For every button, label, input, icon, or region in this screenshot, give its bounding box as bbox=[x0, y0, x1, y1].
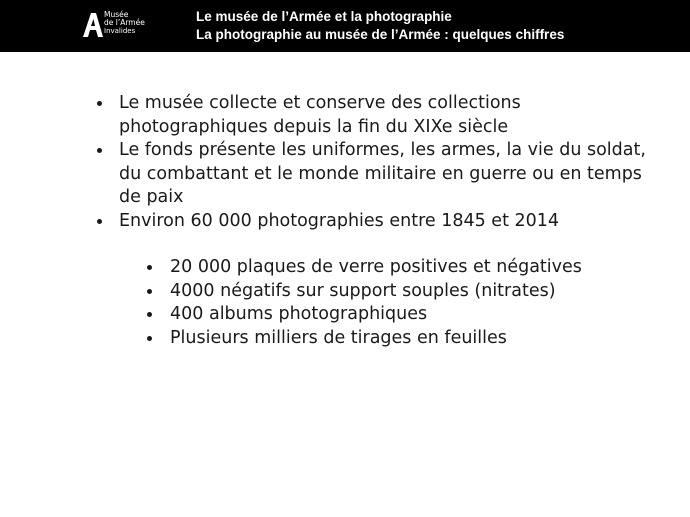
sub-bullet-list bbox=[146, 256, 646, 350]
bullet-dot-icon bbox=[97, 101, 102, 106]
slide-title-line-1: Le musée de l’Armée et la photographie bbox=[196, 9, 452, 24]
logo-a-icon bbox=[82, 12, 104, 38]
bullet-item bbox=[96, 210, 656, 234]
bullet-dot-icon bbox=[97, 219, 102, 224]
bullet-text: Le fonds présente les uniformes, les armes, la vie du soldat, du combattant et le monde militaire en guerre ou en temps de paix bbox=[119, 140, 646, 207]
logo-line-1: Musée bbox=[104, 10, 129, 19]
bullet-text: Environ 60 000 photographies entre 1845 et 2014 bbox=[119, 210, 560, 231]
bullet-item bbox=[96, 92, 656, 139]
logo-text bbox=[104, 11, 145, 35]
bullet-dot-icon bbox=[97, 148, 102, 153]
bullet-dot-icon bbox=[147, 265, 152, 270]
bullet-dot-icon bbox=[147, 312, 152, 317]
sub-bullet-item bbox=[146, 256, 646, 280]
sub-bullet-item bbox=[146, 327, 646, 351]
logo-line-2: de l’Armée bbox=[104, 18, 145, 27]
sub-bullet-item bbox=[146, 280, 646, 304]
bullet-item bbox=[96, 139, 656, 210]
main-bullet-list bbox=[96, 92, 656, 233]
bullet-dot-icon bbox=[147, 336, 152, 341]
sub-bullet-text: 20 000 plaques de verre positives et négatives bbox=[170, 257, 582, 277]
sub-bullet-text: 400 albums photographiques bbox=[170, 304, 428, 324]
musee-armee-logo bbox=[82, 11, 177, 41]
sub-bullet-item bbox=[146, 303, 646, 327]
sub-bullet-text: Plusieurs milliers de tirages en feuilles bbox=[170, 327, 507, 348]
slide-title-line-2: La photographie au musée de l’Armée : quelques chiffres bbox=[196, 27, 565, 42]
bullet-text: Le musée collecte et conserve des collections photographiques depuis la fin du XIXe siècle bbox=[119, 93, 521, 137]
logo-line-3: Invalides bbox=[104, 27, 136, 35]
sub-bullet-text: 4000 négatifs sur support souples (nitrates) bbox=[170, 280, 556, 301]
bullet-dot-icon bbox=[147, 289, 152, 294]
slide-title bbox=[196, 8, 564, 44]
header-bar bbox=[0, 0, 690, 52]
